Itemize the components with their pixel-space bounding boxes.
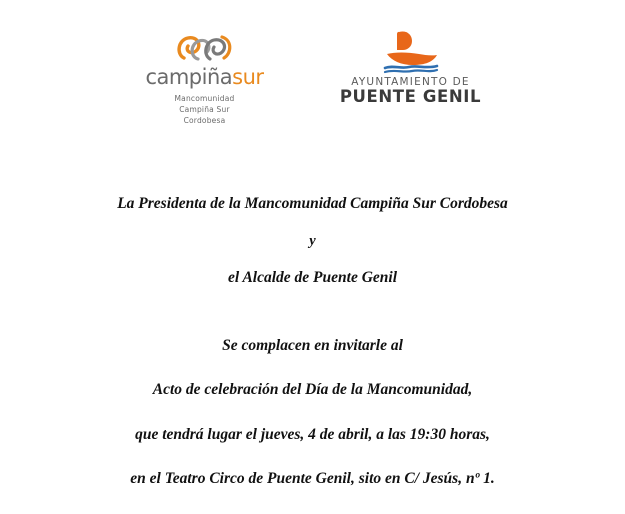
invitation-line-7: en el Teatro Circo de Puente Genil, sito en C/ Jesús, nº 1. bbox=[130, 470, 495, 487]
ayuntamiento-line2: PUENTE GENIL bbox=[339, 87, 482, 106]
campina-sub-line2: Campiña Sur bbox=[179, 104, 230, 114]
campina-word-part1: campiña bbox=[145, 65, 233, 89]
campina-word-part2: sur bbox=[232, 65, 264, 89]
invitation-body bbox=[0, 196, 625, 487]
invitation-line-5: Acto de celebración del Día de la Mancomunidad, bbox=[152, 381, 473, 398]
invitation-line-1: La Presidenta de la Mancomunidad Campiña Sur Cordobesa bbox=[117, 195, 508, 212]
invitation-line-6: que tendrá lugar el jueves, 4 de abril, a las 19:30 horas, bbox=[135, 425, 490, 443]
invitation-line-2: y bbox=[309, 232, 316, 249]
boat-bridge-icon bbox=[379, 28, 443, 74]
invitation-line-3: el Alcalde de Puente Genil bbox=[227, 269, 398, 286]
campina-sub-line3: Cordobesa bbox=[183, 115, 226, 125]
logo-row bbox=[0, 28, 625, 127]
campina-sub-line1: Mancomunidad bbox=[174, 94, 235, 103]
logo-campina-sur bbox=[135, 28, 275, 127]
logo-ayuntamiento-puente-genil bbox=[331, 28, 491, 106]
campina-sur-subtitle bbox=[175, 94, 235, 127]
invitation-line-4: Se complacen en invitarle al bbox=[222, 336, 403, 354]
spiral-swirl-icon bbox=[174, 28, 236, 64]
campina-sur-wordmark bbox=[145, 67, 263, 88]
ayuntamiento-line1: AYUNTAMIENTO DE bbox=[351, 76, 470, 88]
